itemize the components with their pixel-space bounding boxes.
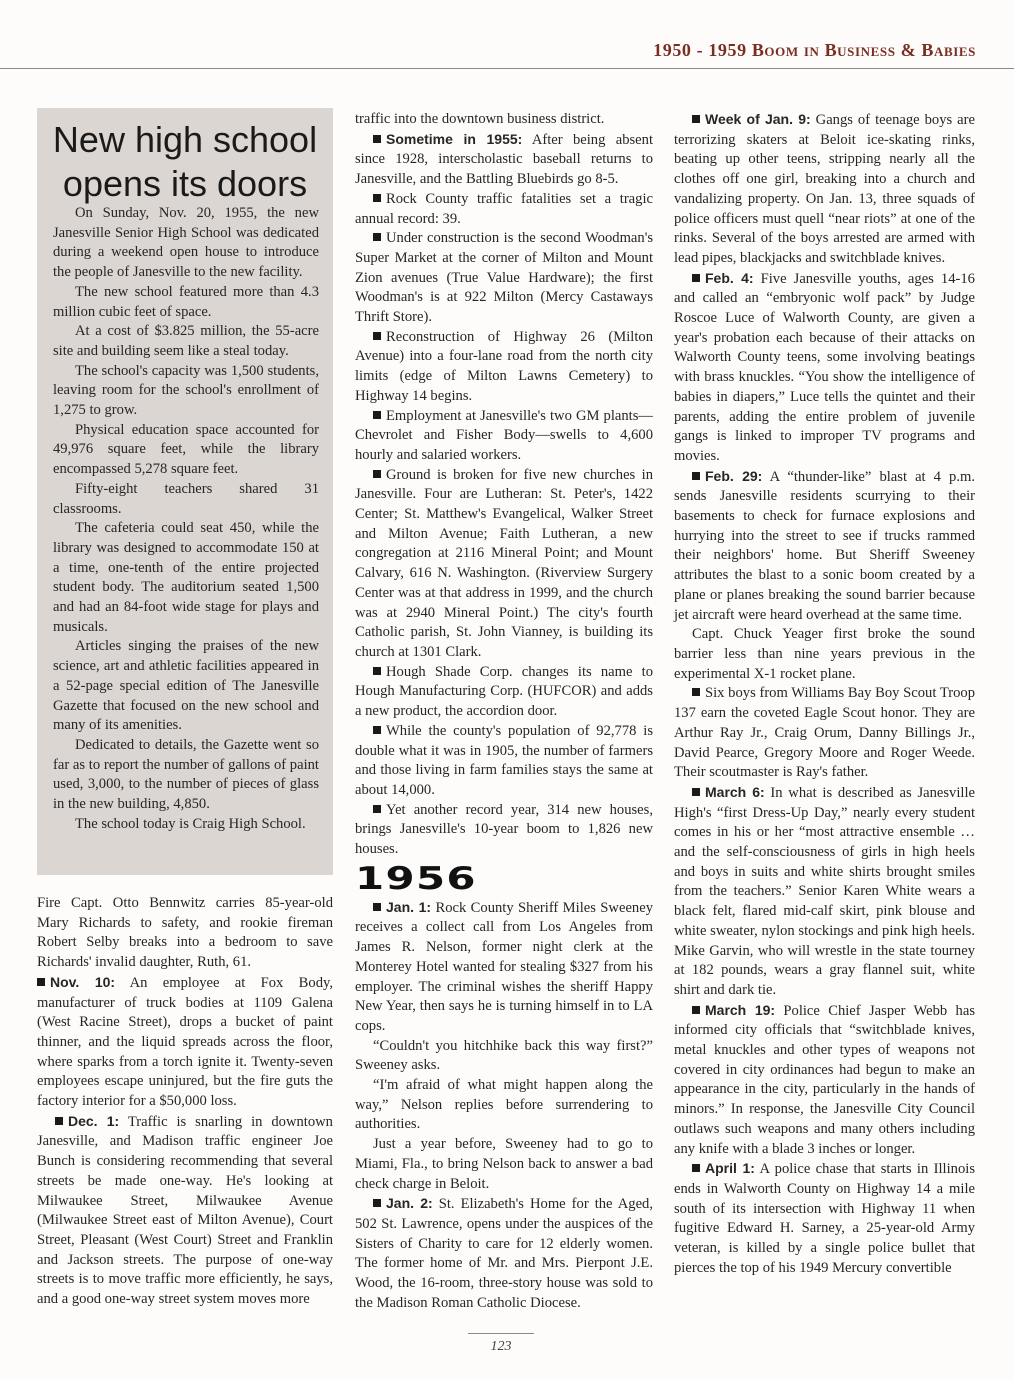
bullet-square-icon	[692, 1006, 700, 1014]
timeline-entry: Jan. 2: St. Elizabeth's Home for the Aged, 502 St. Lawrence, opens under the auspices of the Sisters of Charity to care for 12 elderly women. The former home of Mr. and Mrs. Pierpont J.E. Wood, the 16-room, three-story house was sold to the Madison Roman Catholic Diocese.	[355, 1195, 653, 1311]
running-header: 1950 - 1959 Boom in Business & Babies	[653, 40, 976, 60]
body-paragraph: traffic into the downtown business district.	[355, 111, 605, 127]
bullet-square-icon	[373, 233, 381, 241]
timeline-entry: Under construction is the second Woodman's Super Market at the corner of Milton and Mount Zion avenues (True Value Hardware); the first Woodman's is at 922 Milton (Mercy Castaways Thrift Store).	[355, 230, 653, 326]
timeline-entry: March 19: Police Chief Jasper Webb has informed city officials that “switchblade knives, metal knuckles and other types of weapons not covered in city ordinances had begun to make an appearance in the city, particularly in the hands of minors.” In response, the Janesville City Council outlaws such weapons and many others including any knife with a blade 3 inches or longer.	[674, 1001, 976, 1157]
sidebar-paragraph: Fifty-eight teachers shared 31 classrooms.	[53, 480, 319, 517]
body-paragraph: “I'm afraid of what might happen along the way,” Nelson replies before surrendering to authorities.	[355, 1077, 653, 1133]
timeline-entry: Yet another record year, 314 new houses, brings Janesville's 10-year boom to 1,826 new houses.	[355, 801, 653, 858]
footer-rule	[468, 1333, 534, 1334]
bullet-square-icon	[373, 726, 381, 734]
timeline-entry: April 1: A police chase that starts in Illinois ends in Walworth County on Highway 14 a mile south of its intersection with Highway 11 when fugitive Edward H. Sarney, a 25-year-old Army veteran, is killed by a single police bullet that pierces the top of his 1949 Mercury convertible	[674, 1160, 975, 1276]
bullet-square-icon	[37, 978, 45, 986]
timeline-entry: Employment at Janesville's two GM plants—Chevrolet and Fisher Body—swells to 4,600 hourly and salaried workers.	[355, 407, 653, 463]
sidebar-paragraph: At a cost of $3.825 million, the 55-acre site and building seem like a steal today.	[53, 323, 319, 359]
timeline-entry: While the county's population of 92,778 is double what it was in 1905, the number of farmers and those living in farm families stays the same at about 14,000.	[355, 722, 653, 798]
timeline-entry: Week of Jan. 9: Gangs of teenage boys are terrorizing skaters at Beloit ice-skating rinks, beating up other teens, stripping nearly all the clothes off one girl, breaking into a church and vandalizing property. On Jan. 13, three squads of police officers must quell “near riots” at one of the rinks. Several of the boys arrested are armed with lead pipes, blackjacks and switchblade knives.	[674, 111, 975, 266]
bullet-square-icon	[692, 472, 700, 480]
timeline-entry: Sometime in 1955: After being absent since 1928, interscholastic baseball returns to Janesville, and the Battling Bluebirds go 8-5.	[355, 130, 654, 188]
body-paragraph: Capt. Chuck Yeager first broke the sound barrier less than nine years previous in the experimental X-1 rocket plane.	[674, 626, 975, 682]
bullet-square-icon	[373, 194, 381, 202]
bullet-square-icon	[373, 332, 381, 340]
bullet-square-icon	[692, 1164, 700, 1172]
bullet-square-icon	[373, 667, 381, 675]
timeline-entry: Reconstruction of Highway 26 (Milton Avenue) into a four-lane road from the north city limits (edge of Milton Lawns Cemetery) to Highway 14 begins.	[355, 328, 653, 404]
bullet-square-icon	[692, 274, 700, 282]
timeline-entry: Six boys from Williams Bay Boy Scout Troop 137 earn the coveted Eagle Scout honor. They are Arthur Ray Jr., Craig Orum, Danny Billings Jr., David Pearce, Gregory Moore and Roger Weede. Their scoutmaster is Ray's father.	[674, 685, 975, 781]
sidebar-paragraph: Dedicated to details, the Gazette went so far as to report the number of gallons of paint used, 3,000, to the number of pieces of glass in the new building, 4,850.	[53, 736, 319, 813]
sidebar-paragraph: Articles singing the praises of the new science, art and athletic facilities appeared in a 52-page special edition of The Janesville Gazette that focused on the new school and many of its amenities.	[53, 638, 319, 734]
sidebar-paragraph: The school today is Craig High School.	[75, 815, 306, 832]
body-paragraph: “Couldn't you hitchhike back this way first?” Sweeney asks.	[355, 1037, 653, 1074]
year-heading: 1956	[355, 860, 477, 897]
bullet-square-icon	[373, 411, 381, 419]
body-paragraph: Fire Capt. Otto Bennwitz carries 85-year-old Mary Richards to safety, and rookie fireman Robert Selby breaks into a bedroom to save Richards' invalid daughter, Ruth, 61.	[37, 895, 333, 971]
timeline-entry: Jan. 1: Rock County Sheriff Miles Sweeney receives a collect call from Los Angeles from James R. Nelson, former night clerk at the Monterey Hotel wanted for stealing $327 from his employer. The criminal wishes the sheriff Happy New Year, then says he is turning himself in to LA cops.	[355, 898, 653, 1034]
timeline-entry: Feb. 29: A “thunder-like” blast at 4 p.m. sends Janesville residents scurrying to their basements to check for furnace explosions and hurrying into the street to see if trucks rammed their neighbors' home. But Sheriff Sweeney attributes the blast to a sonic boom created by a plane or planes breaking the sound barrier because jet aircraft were heard overhead at the same time.	[674, 467, 975, 623]
sidebar-body	[53, 204, 319, 835]
bullet-square-icon	[373, 903, 381, 911]
bullet-square-icon	[55, 1117, 63, 1125]
timeline-entry: Hough Shade Corp. changes its name to Hough Manufacturing Corp. (HUFCOR) and adds a new product, the accordion door.	[355, 663, 653, 720]
bullet-square-icon	[692, 688, 700, 696]
column-1	[37, 894, 333, 1310]
sidebar-paragraph: The cafeteria could seat 450, while the library was designed to accommodate 150 at a time, one-tenth of the entire projected student body. The auditorium seated 1,500 and had an 84-foot wide stage for plays and musicals.	[53, 520, 319, 635]
bullet-square-icon	[373, 470, 381, 478]
bullet-square-icon	[373, 135, 381, 143]
timeline-entry: Dec. 1: Traffic is snarling in downtown Janesville, and Madison traffic engineer Joe Bunch is considering recommending that several streets be made one-way. He's looking at Milwaukee Street, Milwaukee Avenue (Milwaukee Street east of Milton Avenue), Court Street, Pleasant (West Court) Street and Franklin and Jackson streets. The purpose of one-way streets is to move traffic more efficiently, he says, and a good one-way street system moves more	[37, 1112, 333, 1308]
body-paragraph: Just a year before, Sweeney had to go to Miami, Fla., to bring Nelson back to answer a bad check charge in Beloit.	[355, 1136, 653, 1192]
timeline-entry: Feb. 4: Five Janesville youths, ages 14-16 and called an “embryonic wolf pack” by Judge Roscoe Luce of Walworth County, are given a year's probation each because of their attacks on Walworth County teens, some involving beatings with brass knuckles. “You show the intelligence of babies in diapers,” Luce tells the quintet and their parents, adding the entire problem of juvenile gangs is linked to improper TV programs and movies.	[674, 269, 975, 464]
sidebar-paragraph: Physical education space accounted for 49,976 square feet, while the library encompassed 5,278 square feet.	[53, 421, 319, 478]
header-rule	[0, 68, 1014, 69]
sidebar-box	[37, 108, 333, 875]
bullet-square-icon	[373, 1199, 381, 1207]
column-3	[674, 110, 975, 1278]
timeline-entry: March 6: In what is described as Janesville High's “first Dress-Up Day,” nearly every student comes in his or her “most attractive ensemble … and the self-consciousness of girls in high heels and boys in suits and white shirts brought smiles from the teachers.” Senior Karen White wears a black felt, flared mid-calf skirt, pink blouse and white sweater, nylon stockings and pink high heels. Mike Garvin, who will wrestle in the state tourney at 182 pounds, wears a gray flannel suit, white shirt and dark tie.	[674, 783, 975, 998]
sidebar-paragraph: On Sunday, Nov. 20, 1955, the new Janesville Senior High School was dedicated during a weekend open house to introduce the people of Janesville to the new facility.	[53, 205, 319, 281]
sidebar-headline: New high school opens its doors	[52, 119, 318, 204]
timeline-entry: Nov. 10: An employee at Fox Body, manufacturer of truck bodies at 1109 Galena (West Racine Street), drops a bucket of paint thinner, and the liquid spreads across the floor, where sparks from a torch ignite it. Twenty-seven employees escape uninjured, but the fire guts the factory interior for a $50,000 loss.	[37, 973, 333, 1110]
bullet-square-icon	[373, 805, 381, 813]
timeline-entry: Rock County traffic fatalities set a tragic annual record: 39.	[355, 190, 653, 227]
column-2	[355, 110, 653, 1313]
sidebar-paragraph: The school's capacity was 1,500 students, leaving room for the school's enrollment of 1,275 to grow.	[53, 362, 319, 419]
bullet-square-icon	[692, 115, 700, 123]
bullet-square-icon	[692, 788, 700, 796]
sidebar-paragraph: The new school featured more than 4.3 million cubic feet of space.	[53, 283, 319, 320]
timeline-entry: Ground is broken for five new churches in Janesville. Four are Lutheran: St. Peter's, 1422 Center; St. Matthew's Evangelical, Walker Street and Milton Avenue; Faith Lutheran, a new congregation at 2116 Mineral Point; and Mount Calvary, 616 N. Washington. (Riverview Surgery Center was at that address in 1999, and the church was at 2940 Mineral Point.) The city's fourth Catholic parish, St. John Vianney, is building its church at 1301 Clark.	[355, 466, 653, 660]
page-number: 123	[490, 1339, 512, 1354]
